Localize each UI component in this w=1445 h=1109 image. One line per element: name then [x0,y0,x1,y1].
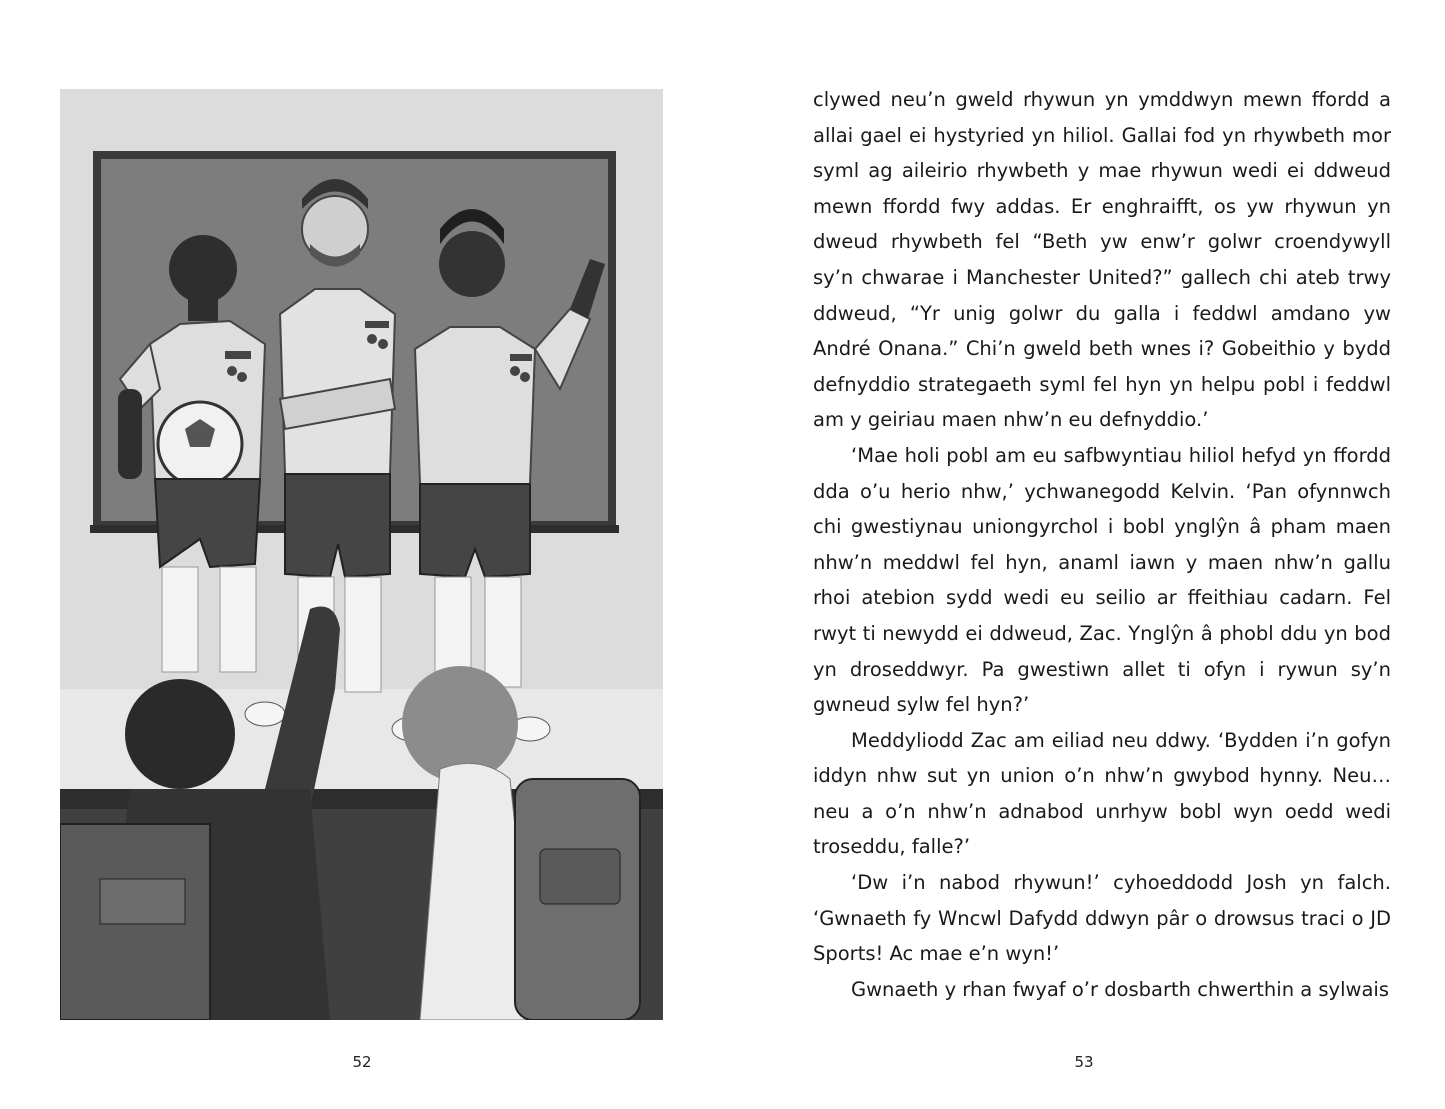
right-page [722,0,1445,1109]
paragraph: Meddyliodd Zac am eiliad neu ddwy. ‘Bydden i’n gofyn iddyn nhw sut yn union o’n nhw’n gwybod hynny. Neu… neu a o’n nhw’n adnabod unrhyw bobl wyn oedd wedi troseddu, falle?’ [813,728,1391,859]
left-page [0,0,722,1109]
page-number-right: 53 [1074,1053,1094,1071]
page-text [813,82,1391,1007]
paragraph: ‘Mae holi pobl am eu safbwyntiau hiliol hefyd yn ffordd dda o’u herio nhw,’ ychwanegodd Kelvin. ‘Pan ofynnwch chi gwestiynau uniongyrchol i bobl ynglŷn â pham maen nhw’n meddwl fel hyn, anaml iawn y maen nhw’n gallu rhoi atebion sydd wedi eu seilio ar ffeithiau cadarn. Fel rwyt ti newydd ei ddweud, Zac. Ynglŷn â phobl ddu yn bod yn droseddwyr. Pa gwestiwn allet ti ofyn i rywun sy’n gwneud sylw fel hyn?’ [813,443,1391,717]
classroom-illustration [60,89,663,1020]
paragraph: Gwnaeth y rhan fwyaf o’r dosbarth chwerthin a sylwais [851,977,1389,1001]
paragraph: ‘Dw i’n nabod rhywun!’ cyhoeddodd Josh yn falch. ‘Gwnaeth fy Wncwl Dafydd ddwyn pâr o drowsus traci o JD Sports! Ac mae e’n wyn!’ [813,871,1391,966]
classroom-illustration-icon [60,89,663,1020]
paragraph: clywed neu’n gweld rhywun yn ymddwyn mewn ffordd a allai gael ei hystyried yn hiliol. Gallai fod yn rhywbeth mor syml ag aileirio rhywbeth y mae rhywun wedi ei ddweud mewn ffordd fwy addas. Er enghraifft, os yw rhywun yn dweud rhywbeth fel “Beth yw enw’r golwr croendywyll sy’n chwarae i Manchester United?” gallech chi ateb trwy ddweud, “Yr unig golwr du galla i feddwl amdano yw André Onana.” Chi’n gweld beth wnes i? Gobeithio y bydd defnyddio strategaeth syml fel hyn yn helpu pobl i feddwl am y geiriau maen nhw’n eu defnyddio.’ [813,88,1391,432]
page-number-left: 52 [352,1053,372,1071]
